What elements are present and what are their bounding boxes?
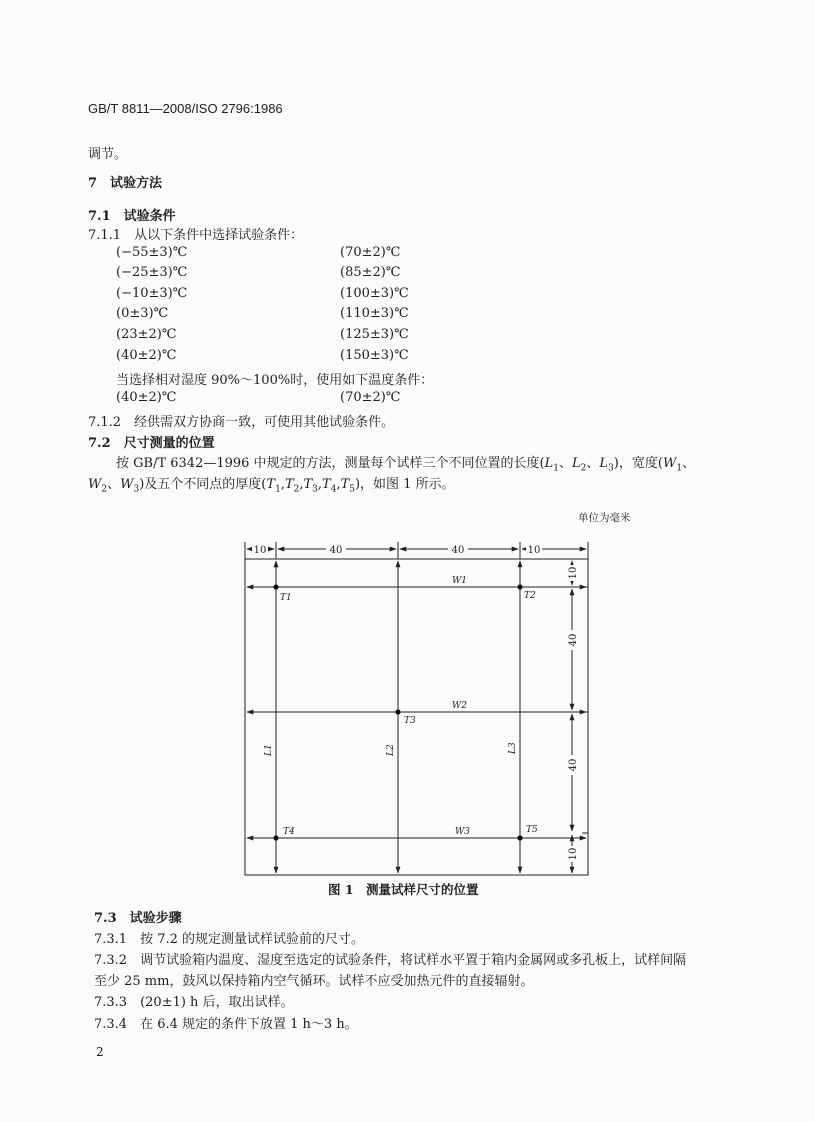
label-t4: T4 bbox=[283, 827, 295, 837]
label-l2: L2 bbox=[386, 744, 396, 756]
humidity-note: 当选择相对湿度 90%～100%时，使用如下温度条件： bbox=[116, 373, 434, 388]
condition-left: (−25±3)℃ bbox=[116, 265, 188, 280]
unit-note: 单位为毫米 bbox=[578, 512, 631, 524]
thickness-point-t5 bbox=[517, 835, 522, 840]
thickness-point-t4 bbox=[273, 835, 278, 840]
clause-7-3-2-line-2: 至少 25 mm，鼓风以保持箱内空气循环。试样不应受加热元件的直接辐射。 bbox=[94, 974, 534, 989]
thickness-point-t1 bbox=[273, 584, 278, 589]
heading-7: 7 试验方法 bbox=[88, 176, 163, 191]
label-t5: T5 bbox=[526, 825, 538, 835]
condition-left: (23±2)℃ bbox=[116, 327, 177, 342]
clause-7-3-4: 7.3.4 在 6.4 规定的条件下放置 1 h～3 h。 bbox=[94, 1017, 358, 1032]
label-l1: L1 bbox=[264, 744, 274, 756]
heading-7-1: 7.1 试验条件 bbox=[88, 209, 176, 224]
dim-top-value: 10 bbox=[527, 545, 541, 556]
label-w1: W1 bbox=[452, 576, 467, 586]
continued-text: 调节。 bbox=[88, 147, 128, 162]
heading-7-2: 7.2 尺寸测量的位置 bbox=[88, 436, 215, 451]
dim-top-value: 40 bbox=[451, 545, 465, 556]
condition-right: (150±3)℃ bbox=[340, 348, 409, 363]
thickness-point-t2 bbox=[517, 584, 522, 589]
thickness-point-t3 bbox=[395, 709, 400, 714]
condition-right: (70±2)℃ bbox=[340, 245, 401, 260]
label-t3: T3 bbox=[404, 716, 416, 726]
page-number: 2 bbox=[96, 1045, 104, 1059]
clause-7-3-1: 7.3.1 按 7.2 的规定测量试样试验前的尺寸。 bbox=[94, 932, 365, 947]
dim-right-value: 10 bbox=[568, 566, 579, 580]
condition-left: (−10±3)℃ bbox=[116, 286, 188, 301]
label-l3: L3 bbox=[508, 742, 518, 754]
condition-left: (−55±3)℃ bbox=[116, 245, 188, 260]
heading-7-3: 7.3 试验步骤 bbox=[94, 911, 182, 926]
label-t2: T2 bbox=[524, 591, 536, 601]
label-t1: T1 bbox=[280, 593, 292, 603]
dim-right-value: 40 bbox=[568, 758, 579, 772]
clause-7-1-2: 7.1.2 经供需双方协商一致，可使用其他试验条件。 bbox=[88, 415, 395, 430]
dim-top-value: 40 bbox=[329, 545, 343, 556]
condition-left: (0±3)℃ bbox=[116, 306, 169, 321]
clause-7-2-line-2: $W_2$、$W_3$)及五个不同点的厚度$(T_1,T_2,T_3,T_4,T_5)$，如图 1 所示。 bbox=[88, 477, 455, 495]
humidity-condition-right: (70±2)℃ bbox=[340, 390, 401, 405]
clause-7-2-line-1: 按 GB/T 6342—1996 中规定的方法，测量每个试样三个不同位置的长度($L_1$、$L_2$、$L_3$)，宽度($W_1$、 bbox=[116, 456, 696, 474]
label-w3: W3 bbox=[455, 827, 470, 837]
condition-right: (125±3)℃ bbox=[340, 327, 409, 342]
condition-right: (85±2)℃ bbox=[340, 265, 401, 280]
condition-right: (110±3)℃ bbox=[340, 306, 409, 321]
humidity-condition-left: (40±2)℃ bbox=[116, 390, 177, 405]
label-w2: W2 bbox=[452, 701, 467, 711]
clause-7-3-3: 7.3.3 (20±1) h 后，取出试样。 bbox=[94, 995, 294, 1010]
condition-left: (40±2)℃ bbox=[116, 348, 177, 363]
dim-right-value: 10 bbox=[568, 847, 579, 861]
figure-caption: 图 1 测量试样尺寸的位置 bbox=[328, 882, 479, 897]
condition-right: (100±3)℃ bbox=[340, 286, 409, 301]
clause-7-1-1: 7.1.1 从以下条件中选择试验条件： bbox=[88, 228, 304, 243]
clause-7-3-2-line-1: 7.3.2 调节试验箱内温度、湿度至选定的试验条件，将试样水平置于箱内金属网或多孔板上，试样间隔 bbox=[94, 953, 687, 968]
standard-header: GB/T 8811—2008/ISO 2796:1986 bbox=[88, 101, 283, 116]
dim-top-value: 10 bbox=[253, 545, 267, 556]
dim-right-value: 40 bbox=[568, 633, 579, 647]
